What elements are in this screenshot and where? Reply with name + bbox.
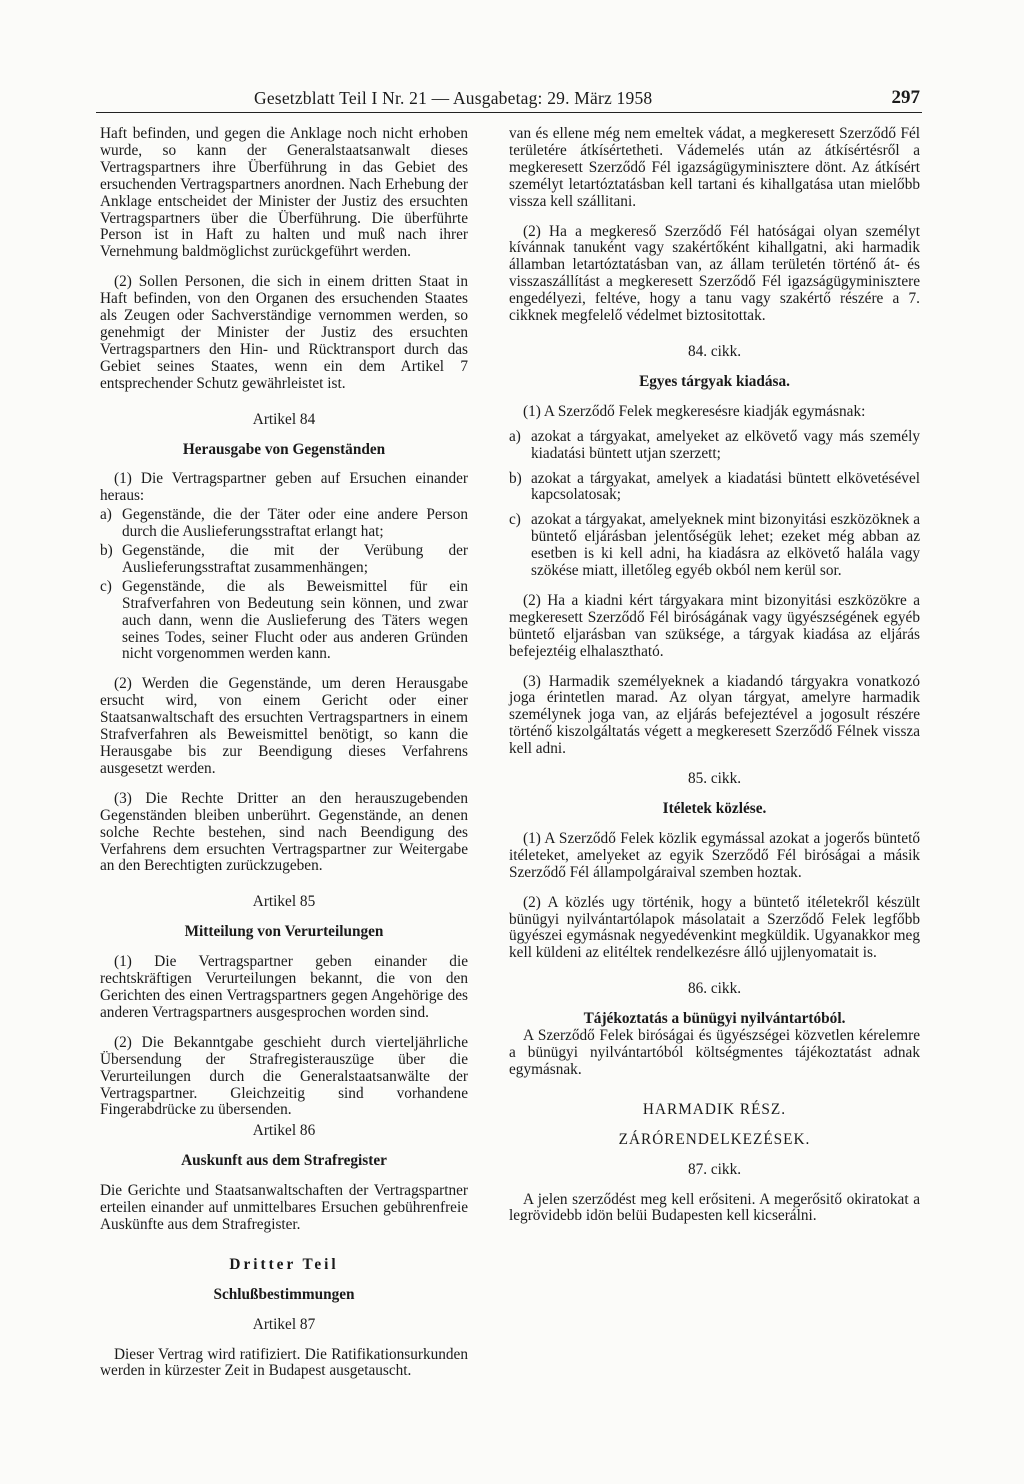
article-number: Artikel 85 (252, 893, 316, 911)
header-title: Gesetzblatt Teil I Nr. 21 — Ausgabetag: 29. März 1958 (254, 88, 653, 108)
list-item (509, 512, 920, 580)
article-title: Herausgabe von Gegenständen (182, 440, 386, 458)
article-title: Auskunft aus dem Strafregister (181, 1152, 387, 1170)
article-number: 85. cikk. (687, 770, 742, 788)
paragraph: Die Gerichte und Staatsanwaltschaften der Vertragspartner erteilen einander auf unmittelbares Ersuchen gebührenfreie Auskünfte aus dem Strafregister. (100, 1182, 468, 1233)
list-item (509, 429, 920, 463)
page-number: 297 (891, 87, 920, 108)
paragraph: Dieser Vertrag wird ratifiziert. Die Ratifikationsurkunden werden in kürzester Zeit in Budapest ausgetauscht. (100, 1345, 468, 1380)
article-title: Egyes tárgyak kiadása. (639, 372, 790, 390)
paragraph: A Szerződő Felek biróságai és ügyészségei közvetlen kérelemre a bünügyi nyilvántartóból költségmentes tájékoztatást adnak egymásnak. (509, 1027, 920, 1078)
article-title: Itéletek közlése. (662, 800, 767, 817)
list-letter: a) (100, 506, 112, 524)
article-number: 84. cikk. (687, 342, 742, 360)
article-number: Artikel 87 (252, 1315, 316, 1333)
item-list (100, 507, 468, 663)
list-letter: c) (509, 511, 521, 529)
paragraph: (3) Harmadik személyeknek a kiadandó tárgyakra vonatkozó joga érintetlen marad. Az olyan tárgyat, amelyre harmadik személynek joga van, az eljárás befejeztével a jogosult részére történő kiszolgáltatás végett a megkeresett Szerződő Félnek vissza kell adni. (509, 672, 920, 758)
list-text: azokat a tárgyakat, amelyeknek mint bizonyitási eszközöknek a büntető eljárásban jelentőségük lehet; ezeket még abban az esetben is ki kell adni, ha kiadásra az elkövető halála vagy szökése miatt, illetőleg egyéb okból nem kerül sor. (531, 511, 920, 580)
list-item (100, 579, 468, 664)
paragraph: (2) Sollen Personen, die sich in einem dritten Staat in Haft befinden, von den Organen des ersuchenden Staates als Zeugen oder Sachverständige vernommen werden, so genehmigt der Minister der Justiz des ersuchten Vertragspartners den Hin- und Rücktransport durch das Gebiet seines Staates, wenn ein dem Artikel 7 entsprechender Schutz gewährleistet ist. (100, 273, 468, 392)
list-text: azokat a tárgyakat, amelyeket az elkövető vagy más személy kiadatási büntett utjan szerzett; (531, 427, 920, 462)
item-list (509, 429, 920, 580)
article-number: Artikel 84 (252, 410, 316, 428)
paragraph: (1) Die Vertragspartner geben auf Ersuchen einander heraus: (100, 470, 468, 505)
part-title: ZÁRÓRENDELKEZÉSEK. (618, 1130, 811, 1148)
paragraph: (1) A Szerződő Felek közlik egymással azokat a jogerős büntető itéleteket, amelyeket az egyik Szerződő Fél biróságai a másik Szerződő Fél állampolgáraival szemben hoztak. (509, 829, 920, 881)
paragraph: (2) Werden die Gegenstände, um deren Herausgabe ersucht wird, von einem Gericht oder einer Staatsanwaltschaft des ersuchten Vertragspartners in einem Strafverfahren als Beweismittel benötigt, so kann die Herausgabe bis zur Beendigung dieses Verfahrens ausgesetzt werden. (100, 675, 468, 777)
list-text: azokat a tárgyakat, amelyek a kiadatási büntett elkövetésével kapcsolatosak; (531, 469, 920, 504)
paragraph: (2) A közlés ugy történik, hogy a büntető itéletekről készült bünügyi nyilvántartólapok másolatait a Szerződő Felek legfőbb ügyészei egymásnak negyedévenkint megküldik. Ugyanakkor meg kell küldeni az elitéltek rendelkezésre álló ujjlenyomatait is. (509, 893, 920, 962)
paragraph: (3) Die Rechte Dritter an den herauszugebenden Gegenständen bleiben unberührt. Gegenstände, an denen solche Rechte bestehen, sind nach Beendigung des Verfahrens dem ersuchten Vertragspartner zur Weitergabe an den Berechtigten zurückzugeben. (100, 789, 468, 875)
list-letter: b) (509, 469, 522, 487)
article-number: 86. cikk. (687, 980, 742, 998)
list-text: Gegenstände, die mit der Verübung der Auslieferungsstraftat zusammenhängen; (122, 542, 468, 576)
paragraph: (2) Die Bekanntgabe geschieht durch vierteljährliche Übersendung der Strafregisterauszüge über die Verurteilungen durch die Generalstaatsanwälte der Vertragspartner. Gleichzeitig sind vorhandene Fingerabdrücke zu übersenden. (100, 1033, 468, 1119)
part-label: HARMADIK RÉSZ. (642, 1100, 787, 1118)
article-title: Tájékoztatás a bünügyi nyilvántartóból. (583, 1010, 846, 1028)
article-number: Artikel 86 (252, 1122, 316, 1140)
paragraph: (1) Die Vertragspartner geben einander die rechtskräftigen Verurteilungen bekannt, die von den Gerichten des einen Vertragspartners gegen Angehörige des anderen Vertragspartners ausgesprochen worden sind. (100, 953, 468, 1021)
paragraph: van és ellene még nem emeltek vádat, a megkeresett Szerződő Fél területére átkísértetheti. Vádemelés után az átkísértésről a megkeresett Szerződő Fél igazságügyminisztere dönt. Az átkísért személyt letartóztatásban kell tartani és kihallgatása utan mielőbb vissza kell szállitani. (509, 125, 920, 210)
page-header (96, 86, 922, 113)
list-letter: c) (100, 577, 112, 595)
german-column (100, 126, 468, 1393)
part-title: Schlußbestimmungen (213, 1285, 355, 1303)
list-text: Gegenstände, die als Beweismittel für ein Strafverfahren von Bedeutung sein können, und zwar auch dann, wenn die Auslieferung des Täters wegen seines Todes, seiner Flucht oder aus anderen Gründen nicht vorgenommen werden kann. (122, 577, 468, 663)
article-title: Mitteilung von Verurteilungen (184, 923, 384, 941)
paragraph: (2) Ha a megkereső Szerződő Fél hatóságai olyan személyt kívánnak tanuként vagy szakértőként kihallgatni, aki harmadik államban letartóztatásban van, az állam területén történő át- és visszaszállítást a megkeresett Szerződő Fél igazságügyminisztere engedélyezi, feltéve, hogy a tanu vagy szakértő részére a 7. cikknek megfelelő védelmet biztositottak. (509, 222, 920, 325)
article-number: 87. cikk. (687, 1160, 742, 1178)
paragraph: (1) A Szerződő Felek megkeresésre kiadják egymásnak: (523, 402, 866, 420)
list-item (509, 471, 920, 505)
list-item (100, 507, 468, 541)
hungarian-column (509, 126, 920, 1238)
paragraph: Haft befinden, und gegen die Anklage noch nicht erhoben wurde, so kann der Generalstaatsanwalt dieses Vertragspartners ihre Überführung in das Gebiet des ersuchenden Vertragspartners anordnen. Nach Erhebung der Anklage entscheidet der Minister der Justiz des ersuchten Vertragspartners über die Überführung. Die überführte Person ist in Haft zu halten und muß nach ihrer Vernehmung baldmöglichst zurückgeführt werden. (100, 125, 468, 261)
list-item (100, 543, 468, 577)
paragraph: A jelen szerződést meg kell erősiteni. A megerősitő okiratokat a legrövidebb idön belüi Budapesten kell kicserálni. (509, 1190, 920, 1225)
part-label: Dritter Teil (229, 1255, 339, 1273)
list-letter: a) (509, 427, 521, 445)
list-text: Gegenstände, die der Täter oder eine andere Person durch die Auslieferungsstraftat erlangt hat; (122, 506, 468, 541)
paragraph: (2) Ha a kiadni kért tárgyakara mint bizonyitási eszközökre a megkeresett Szerződő Fél biróságának vagy ügyészségének egyéb büntető eljarásban van szüksége, a tárgyak kiadása az eljárás befejeztéig elhalasztható. (509, 591, 920, 660)
list-letter: b) (100, 542, 113, 560)
